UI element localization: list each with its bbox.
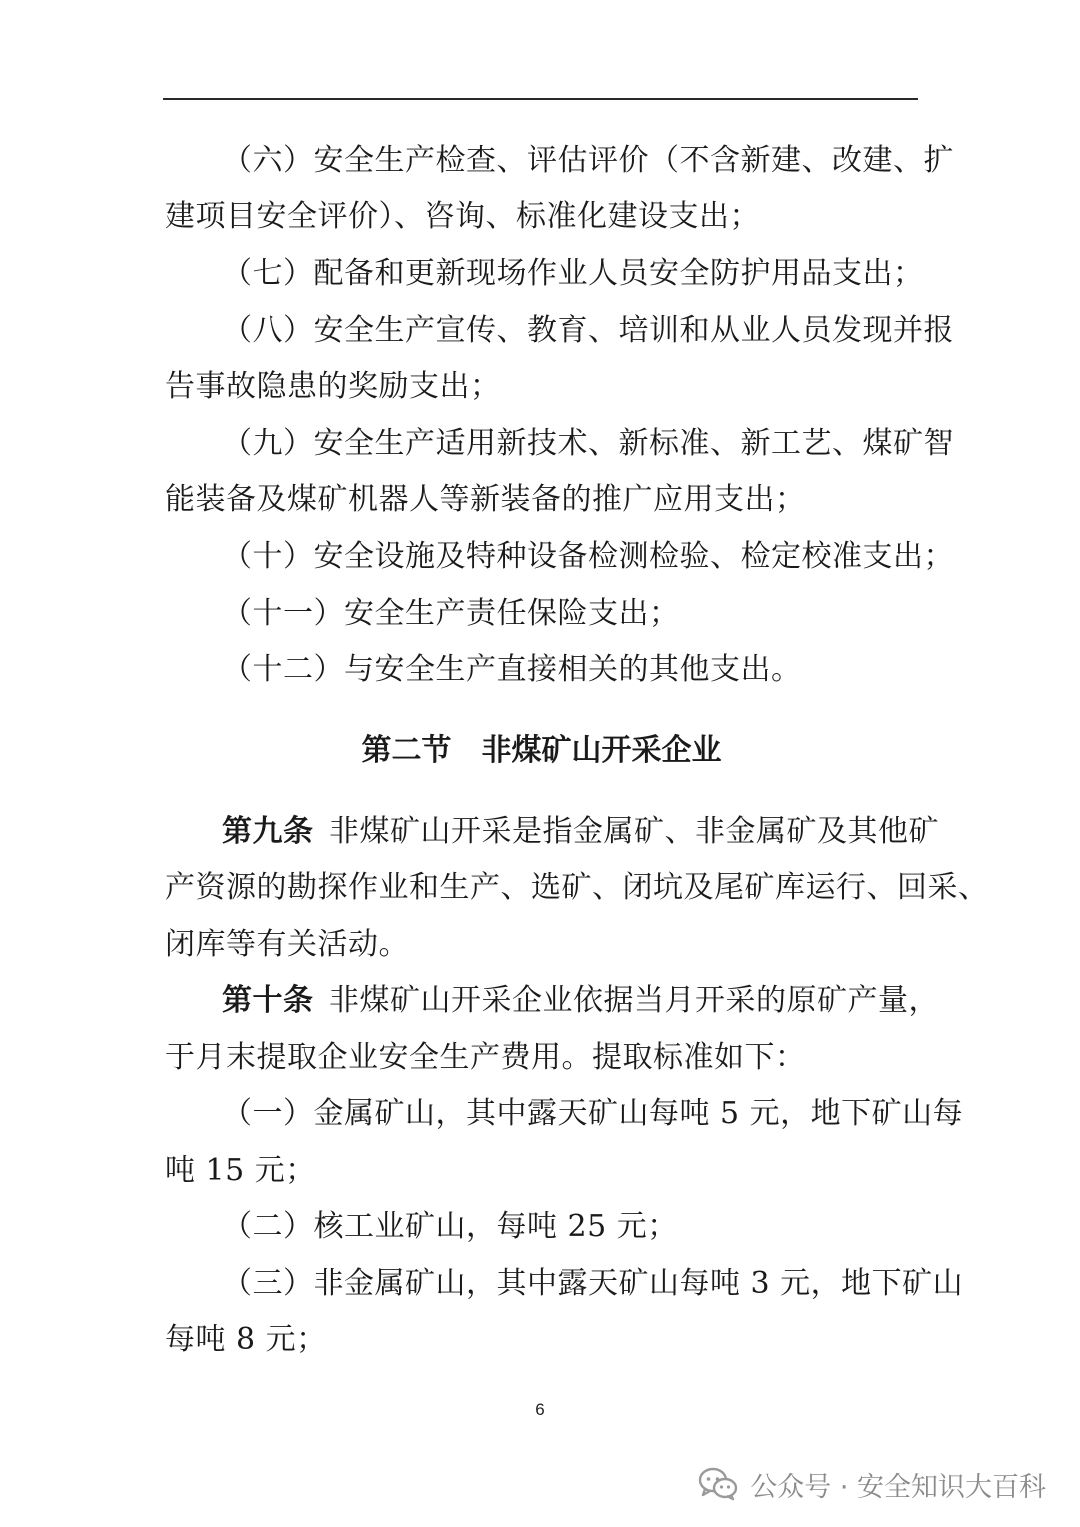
list-item-8-cont: 告事故隐患的奖励支出； bbox=[165, 369, 501, 404]
wechat-icon bbox=[698, 1467, 738, 1501]
list-item-6: （六）安全生产检查、评估评价（不含新建、改建、扩 bbox=[222, 143, 954, 178]
article-9-line-1 bbox=[222, 812, 939, 852]
header-rule bbox=[163, 98, 918, 100]
list-item-8: （八）安全生产宣传、教育、培训和从业人员发现并报 bbox=[222, 313, 954, 348]
article-10-text: 非煤矿山开采企业依据当月开采的原矿产量， bbox=[329, 983, 939, 1018]
article-10-item-1-cont: 吨 15 元； bbox=[165, 1153, 316, 1188]
article-9-line-2: 产资源的勘探作业和生产、选矿、闭坑及尾矿库运行、回采、 bbox=[165, 870, 989, 905]
list-item-12: （十二）与安全生产直接相关的其他支出。 bbox=[222, 652, 802, 687]
list-item-10: （十）安全设施及特种设备检测检验、检定校准支出； bbox=[222, 539, 954, 574]
list-item-9-cont: 能装备及煤矿机器人等新装备的推广应用支出； bbox=[165, 482, 806, 517]
article-9-text: 非煤矿山开采是指金属矿、非金属矿及其他矿 bbox=[329, 814, 939, 849]
article-10-item-3-cont: 每吨 8 元； bbox=[165, 1322, 327, 1357]
page-number: 6 bbox=[535, 1400, 545, 1419]
article-10-item-1: （一）金属矿山，其中露天矿山每吨 5 元，地下矿山每 bbox=[222, 1096, 964, 1131]
list-item-9: （九）安全生产适用新技术、新标准、新工艺、煤矿智 bbox=[222, 426, 954, 461]
section-heading: 第二节 非煤矿山开采企业 bbox=[361, 733, 722, 768]
list-item-11: （十一）安全生产责任保险支出； bbox=[222, 596, 680, 631]
article-10-line-1 bbox=[222, 981, 939, 1021]
watermark bbox=[698, 1462, 1046, 1506]
list-item-6-cont: 建项目安全评价）、咨询、标准化建设支出； bbox=[165, 199, 760, 234]
article-9-label: 第九条 bbox=[222, 814, 314, 849]
article-10-label: 第十条 bbox=[222, 983, 314, 1018]
list-item-7: （七）配备和更新现场作业人员安全防护用品支出； bbox=[222, 256, 924, 291]
article-10-item-2: （二）核工业矿山，每吨 25 元； bbox=[222, 1209, 678, 1244]
watermark-text: 公众号 · 安全知识大百科 bbox=[750, 1471, 1046, 1503]
article-10-item-3: （三）非金属矿山，其中露天矿山每吨 3 元，地下矿山 bbox=[222, 1266, 964, 1301]
article-10-line-2: 于月末提取企业安全生产费用。提取标准如下： bbox=[165, 1040, 806, 1075]
article-9-line-3: 闭库等有关活动。 bbox=[165, 927, 409, 962]
